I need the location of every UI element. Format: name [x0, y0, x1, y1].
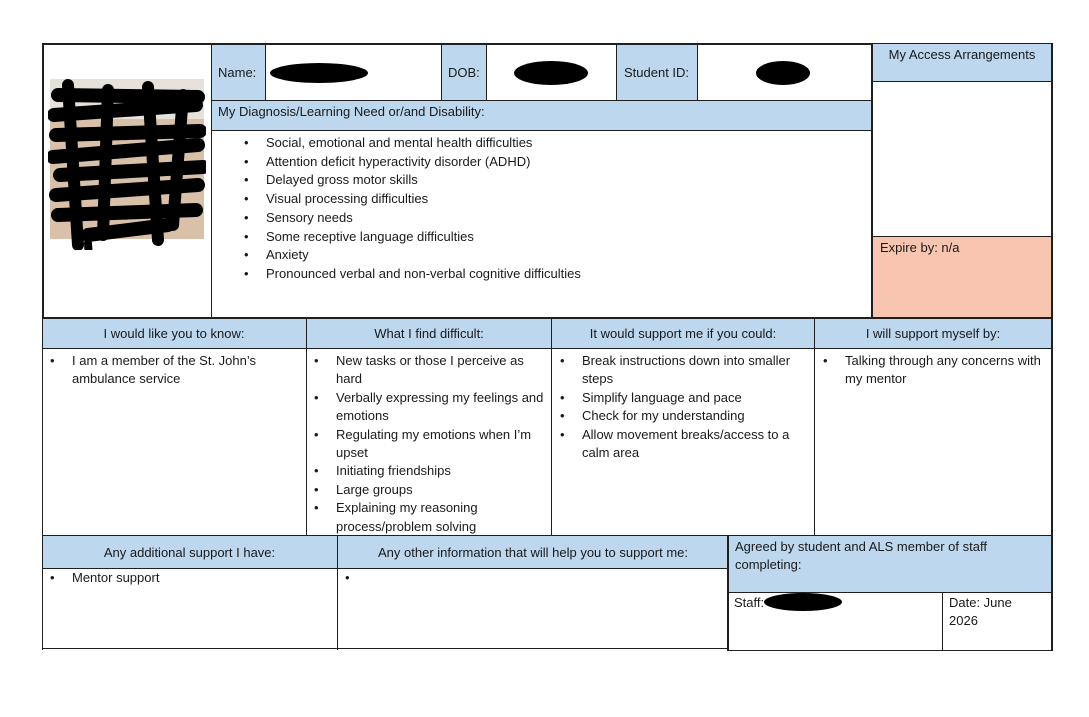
support-myself-list: [819, 352, 1045, 389]
diagnosis-item: • Pronounced verbal and non-verbal cognitive difficulties: [214, 265, 864, 284]
diagnosis-item: • Visual processing difficulties: [214, 190, 864, 209]
list-item: • Initiating friendships: [310, 462, 548, 480]
list-item: • Large groups: [310, 481, 548, 499]
additional-support-header: Any additional support I have:: [103, 544, 276, 560]
list-item: • New tasks or those I perceive as hard: [310, 352, 548, 389]
diagnosis-item: • Delayed gross motor skills: [214, 171, 864, 190]
list-item: • Mentor support: [46, 569, 331, 587]
diagnosis-item: • Sensory needs: [214, 209, 864, 228]
list-item: • Talking through any concerns with my mentor: [819, 352, 1045, 389]
diagnosis-item: • Attention deficit hyperactivity disorder (ADHD): [214, 153, 864, 172]
dob-label: DOB:: [448, 65, 480, 80]
diagnosis-item: • Some receptive language difficulties: [214, 228, 864, 247]
staff-redacted: [764, 593, 842, 611]
date-text: Date: June 2026: [949, 595, 1012, 628]
section-header-know: I would like you to know:: [103, 326, 245, 341]
dob-redacted: [514, 61, 588, 85]
list-item: • Simplify language and pace: [556, 389, 810, 407]
list-item: • Verbally expressing my feelings and emotions: [310, 389, 548, 426]
staff-label: Staff:: [734, 595, 765, 610]
other-information-header: Any other information that will help you to support me:: [378, 544, 688, 560]
student-photo: [48, 75, 206, 250]
list-item: • Check for my understanding: [556, 407, 810, 425]
diagnosis-list: [214, 134, 864, 284]
agreed-text: Agreed by student and ALS member of staff completing:: [735, 539, 987, 572]
diagnosis-item: • Social, emotional and mental health difficulties: [214, 134, 864, 153]
know-list: [46, 352, 296, 389]
list-item: • Regulating my emotions when I’m upset: [310, 426, 548, 463]
diagnosis-title: My Diagnosis/Learning Need or/and Disability:: [218, 104, 485, 119]
access-arrangements-title: My Access Arrangements: [888, 47, 1036, 62]
list-item: • Allow movement breaks/access to a calm area: [556, 426, 810, 463]
support-me-list: [556, 352, 810, 462]
list-item: • I am a member of the St. John’s ambulance service: [46, 352, 296, 389]
section-header-support-myself: I will support myself by:: [865, 326, 1001, 341]
list-item: • Break instructions down into smaller steps: [556, 352, 810, 389]
section-header-difficult: What I find difficult:: [374, 326, 484, 341]
list-item: • Explaining my reasoning process/problem solving: [310, 499, 548, 536]
additional-support-list: [46, 569, 331, 587]
expire-text: Expire by: n/a: [880, 240, 960, 255]
section-header-support-me: It would support me if you could:: [589, 326, 777, 341]
student-id-label: Student ID:: [624, 65, 690, 80]
student-id-redacted: [756, 61, 810, 85]
difficult-list: [310, 352, 548, 536]
diagnosis-item: • Anxiety: [214, 246, 864, 265]
name-label: Name:: [218, 65, 257, 80]
name-redacted: [270, 63, 368, 83]
